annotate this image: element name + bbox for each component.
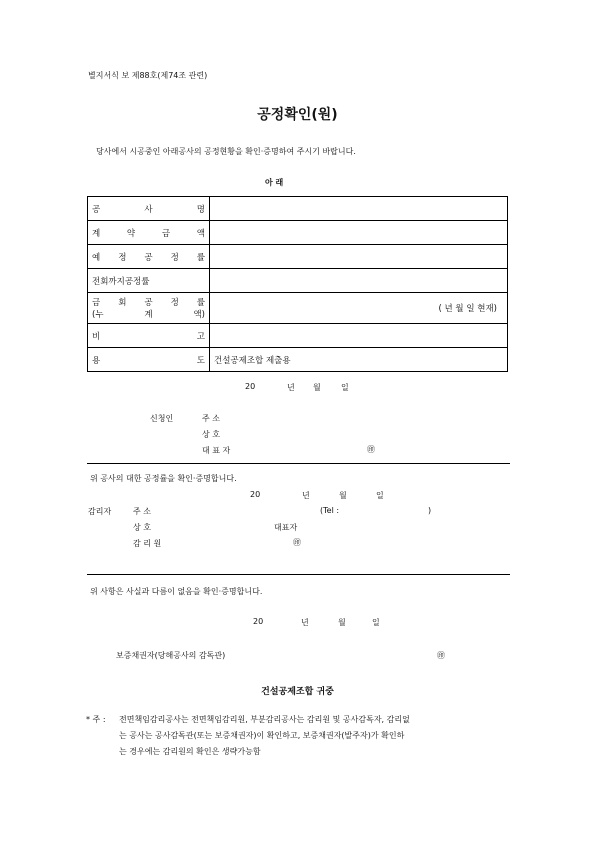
applicant-company-label: 상 호	[202, 430, 220, 439]
supervisor-tel-label: (Tel :	[320, 506, 340, 515]
seal-icon: ㊞	[437, 651, 445, 660]
date1-year: 년	[287, 383, 295, 392]
row-label-previous-progress: 전회까지공정률	[88, 269, 210, 293]
applicant-address-label: 주 소	[202, 414, 220, 423]
form-reference: 별지서식 보 제88호(제74조 관련)	[88, 71, 208, 80]
date2-month: 월	[339, 491, 347, 500]
date2-century: 20	[250, 490, 261, 499]
label-char: 예	[92, 252, 101, 263]
label-char: 금	[161, 228, 171, 239]
previous-progress-field[interactable]	[210, 269, 508, 293]
label-char: 명	[196, 204, 205, 215]
label-char: 액)	[193, 310, 205, 320]
label-char: 용	[92, 355, 101, 366]
label-char: 비	[92, 331, 101, 342]
date2-day: 일	[376, 491, 384, 500]
date3-year: 년	[301, 618, 309, 627]
table-row	[88, 221, 508, 245]
planned-progress-field[interactable]	[210, 245, 508, 269]
label-char: 계	[92, 228, 101, 239]
date3-century: 20	[253, 617, 264, 626]
page-title: 공정확인(원)	[257, 107, 338, 123]
note-line: 전면책임감리공사는 전면책임감리원, 부분감리공사는 감리원 및 공사감독자, 감리없	[119, 715, 410, 724]
addressee: 건설공제조합 귀중	[261, 687, 334, 697]
supervisor-engineer-label: 감 리 원	[133, 539, 162, 548]
project-name-field[interactable]	[210, 197, 508, 221]
note-line: 는 공사는 공사감독관(또는 보증채권자)이 확인하고, 보증채권자(발주자)가 확인하	[119, 731, 405, 740]
date2-year: 년	[302, 491, 310, 500]
label-char: 도	[196, 355, 205, 366]
date1-century: 20	[245, 382, 256, 391]
label-char: 정	[170, 298, 179, 308]
label-char: 계	[144, 310, 153, 320]
table-row	[88, 324, 508, 348]
project-info-table	[87, 196, 508, 372]
label-char: 사	[144, 204, 153, 215]
label-char: 공	[144, 298, 153, 308]
applicant-label: 신청인	[150, 414, 174, 423]
remarks-field[interactable]	[210, 324, 508, 348]
applicant-rep-label: 대 표 자	[202, 446, 231, 455]
supervisor-address-label: 주 소	[133, 507, 151, 516]
row-label-current-progress	[88, 293, 210, 324]
final-confirm-sentence: 위 사항은 사실과 다름이 없음을 확인·증명합니다.	[90, 587, 263, 596]
label-char: 회	[118, 298, 127, 308]
table-row	[88, 348, 508, 372]
supervisor-tel-close: )	[428, 506, 432, 515]
row-label-remarks	[88, 324, 210, 348]
label-char: (누	[92, 310, 104, 320]
divider	[87, 574, 510, 575]
contract-amount-field[interactable]	[210, 221, 508, 245]
below-heading: 아 래	[265, 178, 284, 187]
table-row	[88, 245, 508, 269]
label-char: 금	[92, 298, 101, 308]
row-label-purpose	[88, 348, 210, 372]
label-char: 정	[170, 252, 179, 263]
date1-day: 일	[341, 383, 349, 392]
request-sentence: 당사에서 시공중인 아래공사의 공정현황을 확인·증명하여 주시기 바랍니다.	[96, 147, 356, 156]
current-progress-field[interactable]: ( 년 월 일 현재)	[210, 293, 508, 324]
date1-month: 월	[313, 383, 321, 392]
row-label-contract-amount	[88, 221, 210, 245]
row-label-project-name	[88, 197, 210, 221]
divider	[87, 463, 510, 464]
label-char: 정	[118, 252, 127, 263]
label-char: 공	[92, 204, 101, 215]
supervisor-company-label: 상 호	[133, 523, 151, 532]
label-char: 액	[196, 228, 205, 239]
date3-day: 일	[372, 618, 380, 627]
seal-icon: ㊞	[293, 538, 301, 547]
seal-icon: ㊞	[367, 445, 375, 454]
guarantee-label: 보증채권자(당해공사의 감독관)	[116, 651, 226, 660]
table-row	[88, 197, 508, 221]
supervisor-rep-label: 대표자	[274, 523, 298, 532]
label-char: 약	[126, 228, 136, 239]
row-label-planned-progress	[88, 245, 210, 269]
supervisor-label: 감리자	[88, 507, 112, 516]
table-row	[88, 269, 508, 293]
label-char: 고	[196, 331, 205, 342]
label-char: 률	[196, 252, 205, 263]
supervisor-confirm-sentence: 위 공사의 대한 공정률을 확인·증명합니다.	[90, 474, 237, 483]
label-char: 공	[144, 252, 153, 263]
note-mark: * 주 :	[86, 715, 106, 724]
date3-month: 월	[338, 618, 346, 627]
note-line: 는 경우에는 감리원의 확인은 생략가능함	[119, 747, 261, 756]
purpose-field[interactable]: 건설공제조합 제출용	[210, 348, 508, 372]
table-row	[88, 293, 508, 324]
label-char: 률	[196, 298, 205, 308]
